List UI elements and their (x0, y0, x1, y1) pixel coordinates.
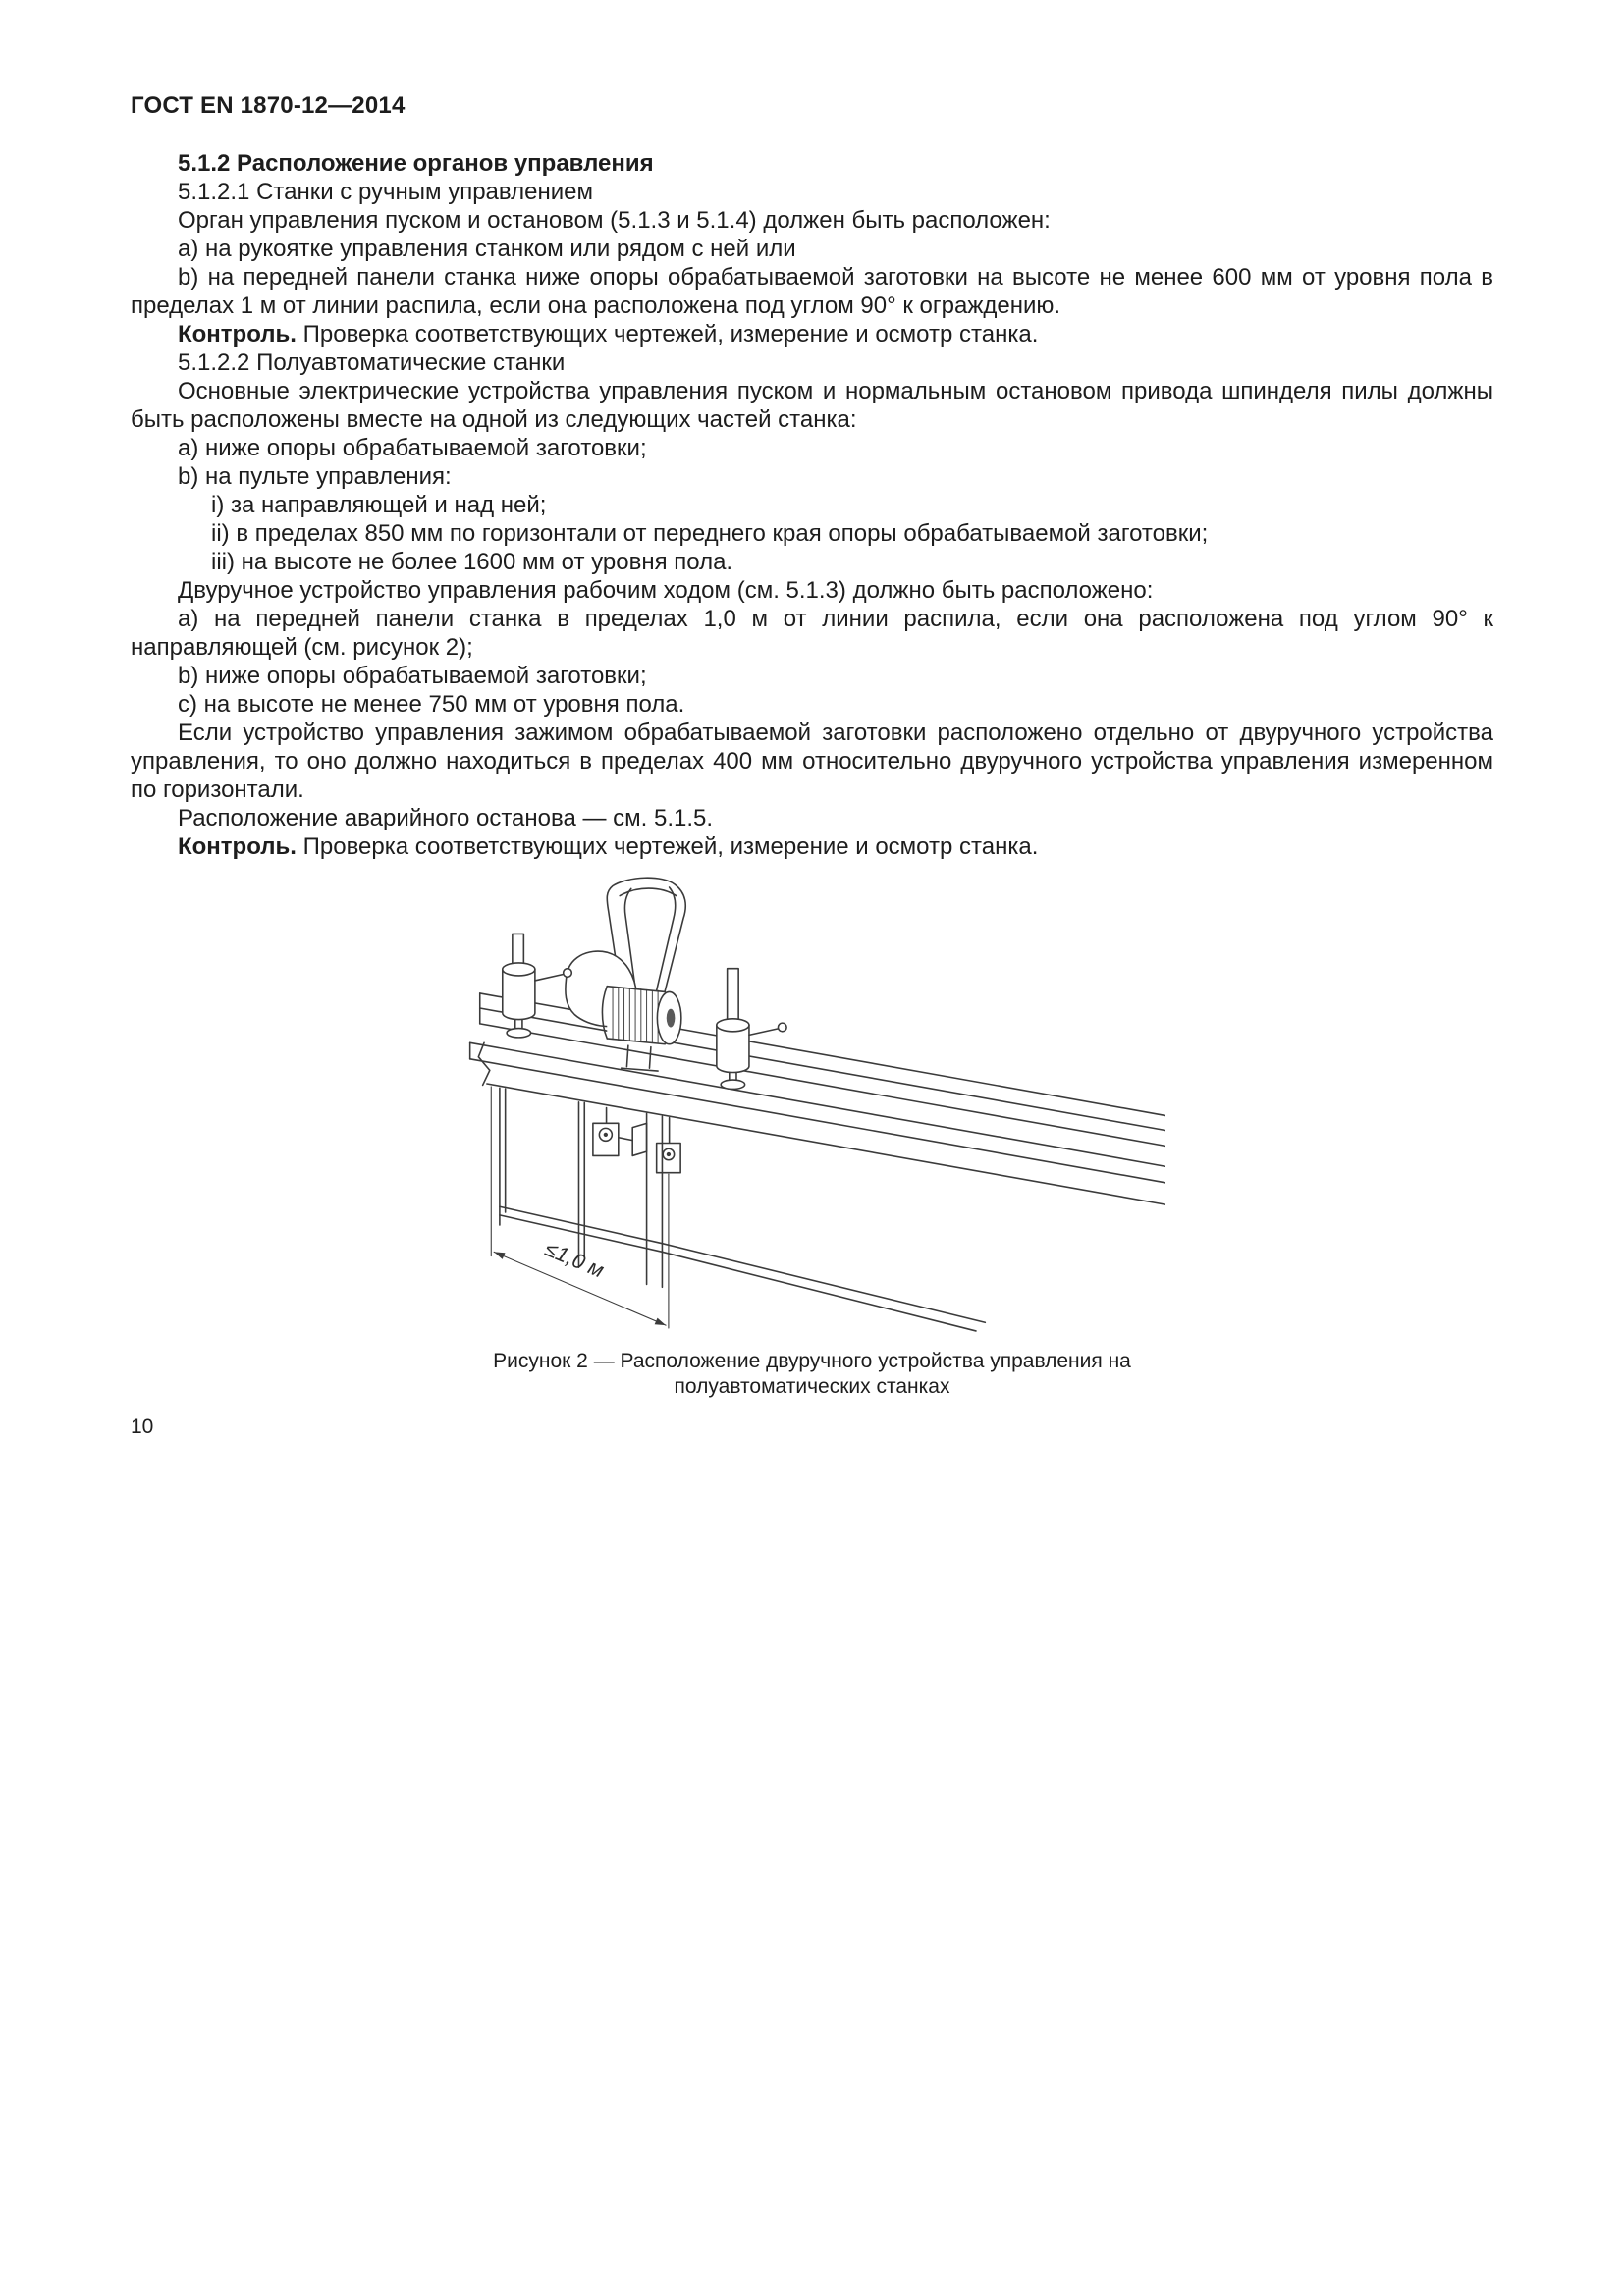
figure-2 (459, 875, 1165, 1400)
paragraph: b) на пульте управления: (178, 463, 452, 490)
paragraph: a) на рукоятке управления станком или рядом с ней или (178, 236, 796, 262)
table-beams (470, 993, 1165, 1204)
figure-2-drawing (459, 875, 1165, 1341)
paragraph: iii) на высоте не более 1600 мм от уровня пола. (211, 549, 733, 575)
paragraph: Двуручное устройство управления рабочим ходом (см. 5.1.3) должно быть расположено: (178, 577, 1154, 604)
paragraph: a) ниже опоры обрабатываемой заготовки; (178, 435, 647, 461)
figure-dimension-label: ≤1,0 м (541, 1236, 608, 1283)
paragraph: Расположение аварийного останова — см. 5.1.5. (178, 805, 714, 831)
paragraph: a) на передней панели станка в пределах 1,0 м от линии распила, если она расположена под углом 90° к направляющей (см. рисунок 2); (131, 606, 1493, 661)
page-number: 10 (131, 1415, 154, 1438)
paragraph-lead: Контроль. (178, 321, 297, 347)
table-legs (500, 1088, 985, 1331)
paragraph: c) на высоте не менее 750 мм от уровня пола. (178, 691, 685, 718)
two-hand-control-buttons (593, 1108, 680, 1173)
paragraph: ii) в пределах 850 мм по горизонтали от переднего края опоры обрабатываемой заготовки; (211, 520, 1209, 547)
paragraph-list (131, 149, 1493, 861)
figure-caption: Рисунок 2 — Расположение двуручного устройства управления на полуавтоматических станках (493, 1350, 1131, 1398)
paragraph: Основные электрические устройства управления пуском и нормальным остановом привода шпинделя пилы должны быть расположены вместе на одной из следующих частей станка: (131, 378, 1493, 433)
paragraph: b) ниже опоры обрабатываемой заготовки; (178, 663, 647, 689)
paragraph: Если устройство управления зажимом обрабатываемой заготовки расположено отдельно от двуручного устройства управления, то оно должно находиться в пределах 400 мм относительно двуручного устройства управления измеренном по горизонтали. (131, 720, 1493, 803)
section-heading: 5.1.2 Расположение органов управления (178, 150, 654, 177)
motor (602, 987, 680, 1071)
paragraph: Контроль. Проверка соответствующих чертежей, измерение и осмотр станка. (178, 833, 1039, 860)
dimension (491, 1087, 669, 1328)
paragraph-lead: Контроль. (178, 833, 297, 860)
paragraph: i) за направляющей и над ней; (211, 492, 547, 518)
paragraph: Орган управления пуском и остановом (5.1.3 и 5.1.4) должен быть расположен: (178, 207, 1051, 234)
paragraph: Контроль. Проверка соответствующих чертежей, измерение и осмотр станка. (178, 321, 1039, 347)
paragraph: b) на передней панели станка ниже опоры обрабатываемой заготовки на высоте не менее 600 мм от уровня пола в пределах 1 м от линии распила, если она расположена под углом 90° к ограждению. (131, 264, 1493, 319)
right-clamp (717, 969, 786, 1090)
paragraph: 5.1.2.2 Полуавтоматические станки (178, 349, 566, 376)
paragraph: 5.1.2.1 Станки с ручным управлением (178, 179, 593, 205)
document-title: ГОСТ EN 1870-12—2014 (131, 92, 406, 119)
document-content (131, 149, 1493, 1439)
